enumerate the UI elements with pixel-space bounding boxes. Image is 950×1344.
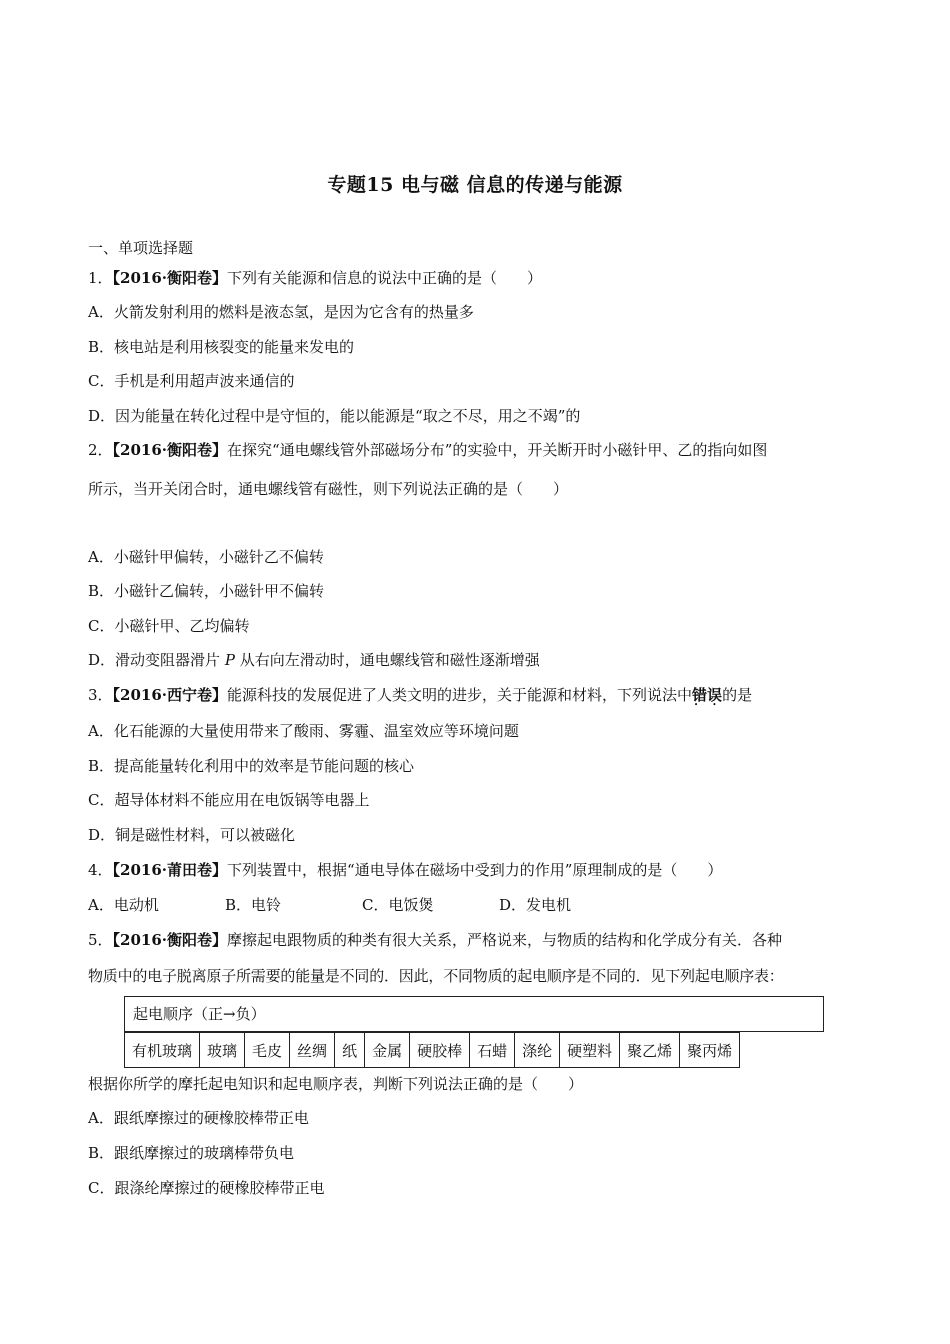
- question-source: 【2016·衡阳卷】: [112, 931, 228, 949]
- question-2-option-c: C．小磁针甲、乙均偏转: [88, 617, 250, 635]
- question-5-option-c: C．跟涤纶摩擦过的硬橡胶棒带正电: [88, 1179, 325, 1197]
- question-text: 下列有关能源和信息的说法中正确的是（ ）: [227, 269, 543, 287]
- question-5-stem-question: 根据你所学的摩托起电知识和起电顺序表，判断下列说法正确的是（ ）: [88, 1075, 584, 1093]
- table-cell: 硬胶棒: [410, 1033, 470, 1068]
- table-cell: 聚丙烯: [680, 1033, 740, 1068]
- question-2-option-a: A．小磁针甲偏转，小磁针乙不偏转: [88, 548, 324, 566]
- triboelectric-series-table: [124, 1032, 740, 1068]
- option-a: A．电动机: [88, 896, 159, 914]
- question-5-stem-cont: 物质中的电子脱离原子所需要的能量是不同的．因此，不同物质的起电顺序是不同的．见下列起电顺序表：: [88, 967, 784, 985]
- question-text: 摩擦起电跟物质的种类有很大关系，严格说来，与物质的结构和化学成分有关．各种: [227, 931, 783, 949]
- question-5-stem: [88, 930, 888, 950]
- question-5-option-b: B．跟纸摩擦过的玻璃棒带负电: [88, 1144, 295, 1162]
- question-text-end: 的是: [722, 686, 753, 704]
- table-cell: 毛皮: [245, 1033, 290, 1068]
- question-4-stem: [88, 860, 888, 880]
- table-cell: 硬塑料: [560, 1033, 620, 1068]
- question-1-option-a: A．火箭发射利用的燃料是液态氢，是因为它含有的热量多: [88, 303, 474, 321]
- table-row: [125, 1033, 740, 1068]
- question-3-option-d: D．铜是磁性材料，可以被磁化: [88, 826, 296, 844]
- question-text: 能源科技的发展促进了人类文明的进步，关于能源和材料，下列说法中: [227, 686, 693, 704]
- question-5-option-a: A．跟纸摩擦过的硬橡胶棒带正电: [88, 1109, 309, 1127]
- question-source: 【2016·西宁卷】: [112, 686, 228, 704]
- question-3-option-c: C．超导体材料不能应用在电饭锅等电器上: [88, 791, 370, 809]
- question-4-options: [88, 895, 888, 915]
- table-cell: 纸: [335, 1033, 365, 1068]
- question-2-option-d: [88, 650, 888, 670]
- question-source: 【2016·衡阳卷】: [112, 441, 228, 459]
- question-3-stem: [88, 685, 888, 705]
- question-source: 【2016·莆田卷】: [112, 861, 228, 879]
- table-cell: 涤纶: [515, 1033, 560, 1068]
- question-2-stem: [88, 440, 888, 460]
- option-b: B．电铃: [225, 896, 282, 914]
- table-cell: 丝绸: [290, 1033, 335, 1068]
- option-text: 从右向左滑动时，通电螺线管和磁性逐渐增强: [239, 651, 540, 669]
- question-1-stem: [88, 268, 888, 288]
- question-number: 2．: [88, 441, 113, 459]
- question-text: 下列装置中，根据“通电导体在磁场中受到力的作用”原理制成的是（ ）: [227, 861, 723, 879]
- question-3-option-a: A．化石能源的大量使用带来了酸雨、雾霾、温室效应等环境问题: [88, 722, 519, 740]
- page-title: 专题15 电与磁 信息的传递与能源: [327, 174, 623, 196]
- table-cell: 有机玻璃: [125, 1033, 200, 1068]
- question-number: 1．: [88, 269, 113, 287]
- table-cell: 石蜡: [470, 1033, 515, 1068]
- question-number: 4．: [88, 861, 113, 879]
- option-c: C．电饭煲: [362, 896, 434, 914]
- question-number: 5．: [88, 931, 113, 949]
- emphasis-text: 错误 • •: [692, 686, 722, 704]
- question-source: 【2016·衡阳卷】: [112, 269, 228, 287]
- section-heading: 一、单项选择题: [88, 239, 194, 257]
- triboelectric-table-header: 起电顺序（正→负）: [124, 996, 824, 1032]
- question-3-option-b: B．提高能量转化利用中的效率是节能问题的核心: [88, 757, 415, 775]
- question-1-option-b: B．核电站是利用核裂变的能量来发电的: [88, 338, 355, 356]
- option-text: D．滑动变阻器滑片: [88, 651, 221, 669]
- option-d: D．发电机: [499, 896, 572, 914]
- question-2-stem-cont: 所示，当开关闭合时，通电螺线管有磁性，则下列说法正确的是（ ）: [88, 480, 569, 498]
- question-2-option-b: B．小磁针乙偏转，小磁针甲不偏转: [88, 582, 325, 600]
- question-text: 在探究“通电螺线管外部磁场分布”的实验中，开关断开时小磁针甲、乙的指向如图: [227, 441, 768, 459]
- table-cell: 聚乙烯: [620, 1033, 680, 1068]
- table-cell: 玻璃: [200, 1033, 245, 1068]
- question-1-option-d: D．因为能量在转化过程中是守恒的，能以能源是“取之不尽，用之不竭”的: [88, 407, 581, 425]
- table-cell: 金属: [365, 1033, 410, 1068]
- question-number: 3．: [88, 686, 113, 704]
- question-1-option-c: C．手机是利用超声波来通信的: [88, 372, 295, 390]
- variable-p: P: [224, 651, 235, 669]
